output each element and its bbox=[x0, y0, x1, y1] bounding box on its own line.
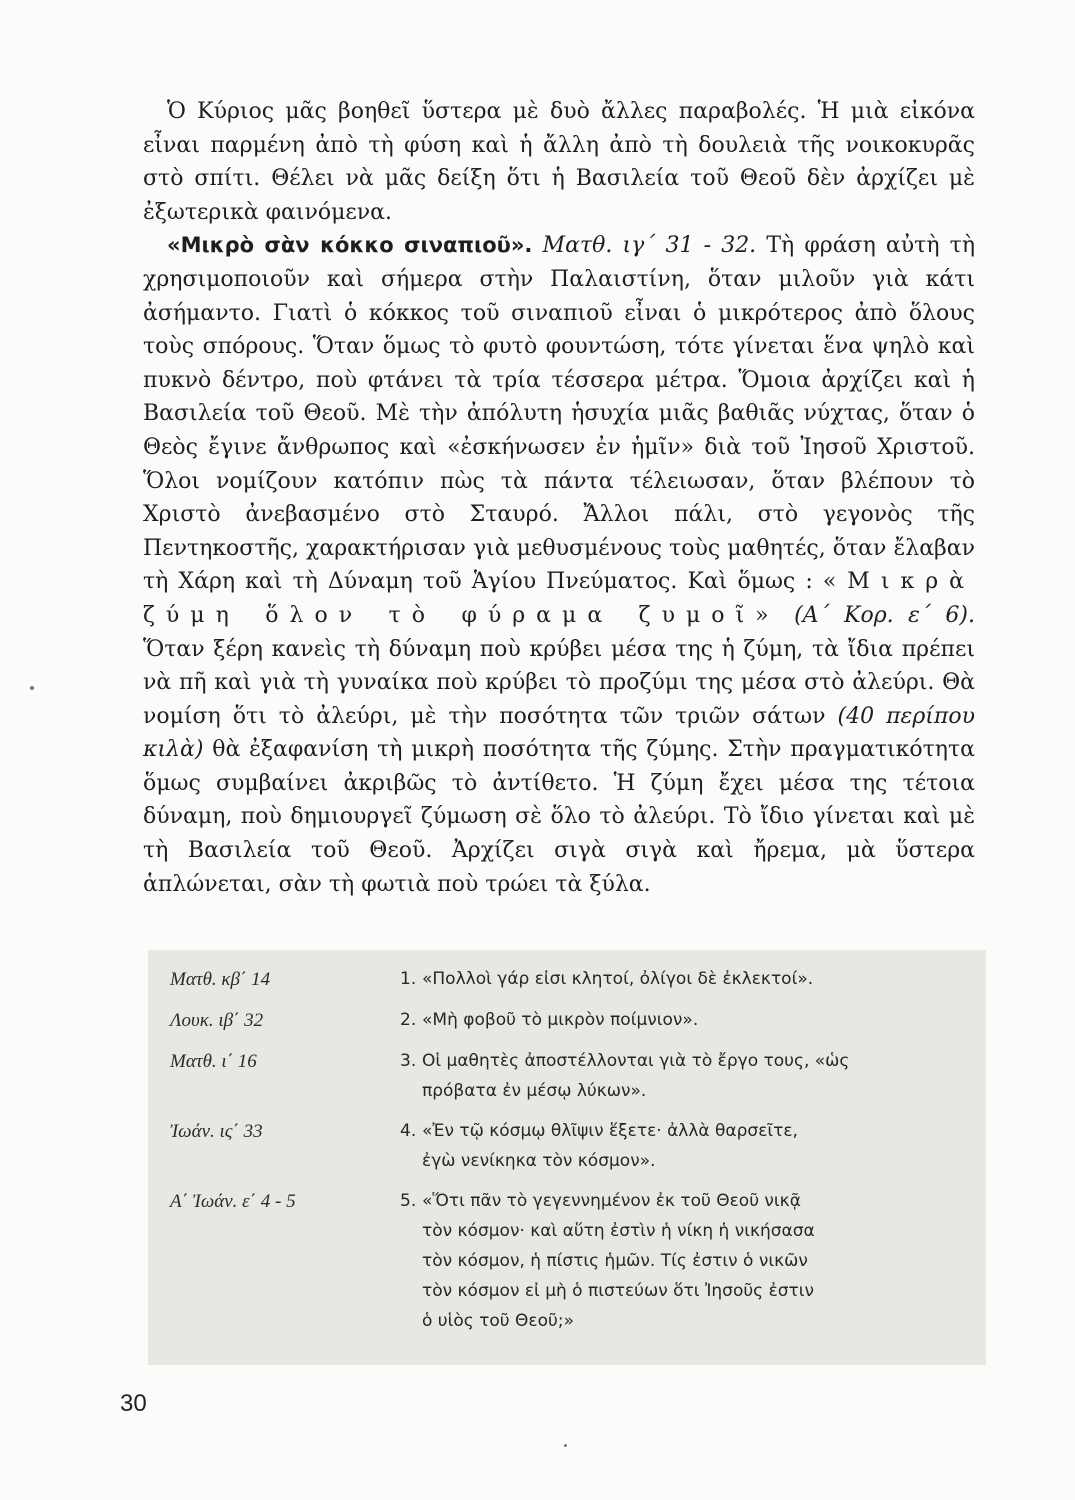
reference-number: 4. bbox=[400, 1121, 417, 1141]
references-box bbox=[148, 950, 986, 1365]
scripture-reference: Ματθ. ιγ΄ 31 - 32. bbox=[532, 233, 757, 259]
section-heading-phrase: «Μικρὸ σὰν κόκκο σιναπιοῦ». bbox=[167, 233, 533, 258]
spaced-quote-wrapper bbox=[813, 569, 823, 594]
page-number: 30 bbox=[120, 1390, 147, 1417]
reference-line: «Πολλοὶ γάρ εἰσι κλητοί, ὀλίγοι δὲ ἐκλεκτοί». bbox=[422, 969, 814, 989]
reference-text bbox=[400, 1186, 966, 1336]
reference-line: τὸν κόσμον εἰ μὴ ὁ πιστεύων ὅτι Ἰησοῦς ἐστιν bbox=[422, 1281, 815, 1301]
reference-row bbox=[148, 1005, 986, 1036]
reference-citation: Α΄ Ἰωάν. ε΄ 4 - 5 bbox=[170, 1191, 296, 1212]
reference-line: ἐγὼ νενίκηκα τὸν κόσμον». bbox=[422, 1151, 656, 1171]
paragraph-mustard-seed bbox=[143, 229, 975, 901]
reference-line: τὸν κόσμον· καὶ αὕτη ἐστὶν ἡ νίκη ἡ νικήσασα bbox=[422, 1221, 815, 1241]
scripture-reference: (Α΄ Κορ. ε΄ 6). bbox=[779, 602, 975, 628]
body-text: Τὴ φράση αὐτὴ τὴ χρησιμοποιοῦν καὶ σήμερα στὴν Παλαιστίνη, ὅταν μιλοῦν γιὰ κάτι ἀσήμαντο. Γιατὶ ὁ κόκκος τοῦ σιναπιοῦ εἶναι ὁ μικρότερος ἀπὸ ὅλους τοὺς σπόρους. Ὅταν ὅμως τὸ φυτὸ φουντώση, τότε γίνεται ἕνα ψηλὸ καὶ πυκνὸ δέντρο, ποὺ φτάνει τὰ τρία τέσσερα μέτρα. Ὅμοια ἀρχίζει καὶ ἡ Βασιλεία τοῦ Θεοῦ. Μὲ τὴν ἀπόλυτη ἡσυχία μιᾶς βαθιᾶς νύχτας, ὅταν ὁ Θεὸς ἔγινε ἄνθρωπος καὶ «ἐσκήνωσεν ἐν ἡμῖν» διὰ τοῦ Ἰησοῦ Χριστοῦ. Ὅλοι νομίζουν κατόπιν πὼς τὰ πάντα τέλειωσαν, ὅταν βλέπουν τὸ Χριστὸ ἀνεβασμένο στὸ Σταυρό. Ἄλλοι πάλι, στὸ γεγονὸς τῆς Πεντηκοστῆς, χαρακτήρισαν γιὰ μεθυσμένους τοὺς μαθητές, ὅταν ἔλαβαν τὴ Χάρη καὶ τὴ Δύναμη τοῦ Ἁγίου Πνεύματος. Καὶ ὅμως : bbox=[143, 233, 976, 595]
reference-line: τὸν κόσμον, ἡ πίστις ἡμῶν. Τίς ἐστιν ὁ νικῶν bbox=[422, 1251, 808, 1271]
spaced-quote: «Μικρὰ ζύμη ὅλον τὸ φύραμα ζυμοῖ» bbox=[143, 569, 975, 628]
print-speck bbox=[30, 686, 34, 690]
measure-note: (40 περίπου κιλὰ) bbox=[143, 703, 976, 763]
reference-text bbox=[400, 1046, 966, 1106]
reference-citation: Λουκ. ιβ΄ 32 bbox=[170, 1010, 264, 1031]
reference-line: «Μὴ φοβοῦ τὸ μικρὸν ποίμνιον». bbox=[422, 1010, 699, 1030]
body-text: θὰ ἐξαφανίση τὴ μικρὴ ποσότητα τῆς ζύμης. Στὴν πραγματικότητα ὅμως συμβαίνει ἀκριβῶς τὸ ἀντίθετο. Ἡ ζύμη ἔχει μέσα της τέτοια δύναμη, ποὺ δημιουργεῖ ζύμωση σὲ ὅλο τὸ ἀλεύρι. Τὸ ἴδιο γίνεται καὶ μὲ τὴ Βασιλεία τοῦ Θεοῦ. Ἀρχίζει σιγὰ σιγὰ καὶ ἤρεμα, μὰ ὕστερα ἁπλώνεται, σὰν τὴ φωτιὰ ποὺ τρώει τὰ ξύλα. bbox=[143, 737, 975, 897]
reference-number: 3. bbox=[400, 1051, 417, 1071]
body-text: Ὅταν ξέρη κανεὶς τὴ δύναμη ποὺ κρύβει μέσα της ἡ ζύμη, τὰ ἴδια πρέπει νὰ πῆ καὶ γιὰ τὴ γυναίκα ποὺ κρύβει τὸ προζύμι της μέσα στὸ ἀλεύρι. Θὰ νομίση ὅτι τὸ ἀλεύρι, μὲ τὴν ποσότητα τῶν τριῶν σάτων bbox=[143, 636, 975, 729]
paragraph-intro: Ὁ Κύριος μᾶς βοηθεῖ ὕστερα μὲ δυὸ ἄλλες παραβολές. Ἡ μιὰ εἰκόνα εἶναι παρμένη ἀπὸ τὴ φύση καὶ ἡ ἄλλη ἀπὸ τὴ δουλειὰ τῆς νοικοκυρᾶς στὸ σπίτι. Θέλει νὰ μᾶς δείξη ὅτι ἡ Βασιλεία τοῦ Θεοῦ δὲν ἀρχίζει μὲ ἐξωτερικὰ φαινόμενα. bbox=[143, 99, 975, 225]
reference-row bbox=[148, 1186, 986, 1336]
reference-number: 2. bbox=[400, 1010, 417, 1030]
print-speck bbox=[564, 1444, 567, 1447]
main-text bbox=[143, 95, 975, 901]
reference-row bbox=[148, 1116, 986, 1176]
reference-citation: Ἰωάν. ις΄ 33 bbox=[170, 1121, 263, 1142]
reference-line: ὁ υἱὸς τοῦ Θεοῦ;» bbox=[422, 1311, 574, 1331]
reference-text bbox=[400, 964, 966, 994]
reference-text bbox=[400, 1005, 966, 1035]
reference-row bbox=[148, 964, 986, 995]
reference-line: «Ὅτι πᾶν τὸ γεγεννημένον ἐκ τοῦ Θεοῦ νικᾷ bbox=[422, 1191, 801, 1211]
reference-row bbox=[148, 1046, 986, 1106]
references-table bbox=[148, 964, 986, 1346]
reference-line: «Ἐν τῷ κόσμῳ θλῖψιν ἕξετε· ἀλλὰ θαρσεῖτε, bbox=[422, 1121, 798, 1141]
reference-line: Οἱ μαθητὲς ἀποστέλλονται γιὰ τὸ ἔργο τους, «ὡς bbox=[422, 1051, 850, 1071]
reference-citation: Ματθ. κβ΄ 14 bbox=[170, 969, 271, 990]
reference-text bbox=[400, 1116, 966, 1176]
reference-citation: Ματθ. ι΄ 16 bbox=[170, 1051, 257, 1072]
reference-number: 1. bbox=[400, 969, 417, 989]
reference-number: 5. bbox=[400, 1191, 417, 1211]
reference-line: πρόβατα ἐν μέσῳ λύκων». bbox=[422, 1081, 647, 1101]
